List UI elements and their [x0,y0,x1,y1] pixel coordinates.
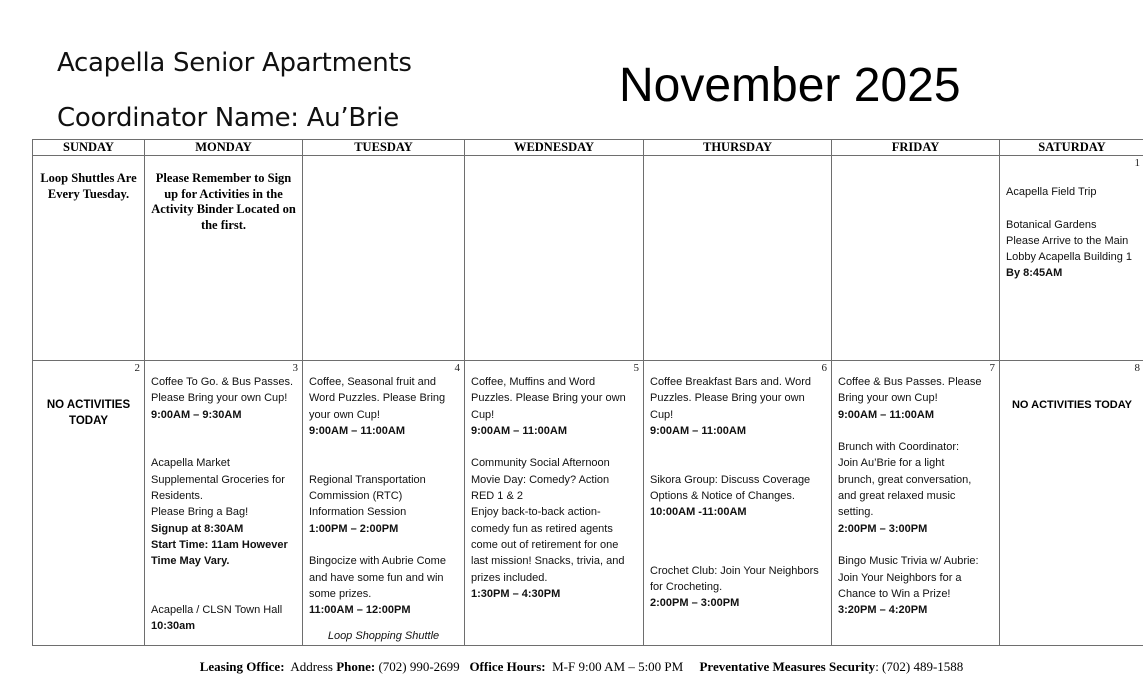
event-detail: for Crocheting. [650,580,723,593]
event-time: 2:00PM – 3:00PM [838,522,928,535]
header-tuesday: TUESDAY [303,140,465,156]
event-time: 11:00AM – 12:00PM [309,604,411,617]
event-detail: Join Au’Brie for a light [838,457,945,470]
event-detail: Movie Day: Comedy? Action [471,473,610,486]
day-cell-1 [1000,156,1143,361]
security-label: Preventative Measures Security [699,659,876,674]
event-time: 9:00AM – 11:00AM [650,424,746,437]
header-monday: MONDAY [145,140,303,156]
header-thursday: THURSDAY [644,140,832,156]
event-location: Botanical Gardens [1006,218,1097,231]
event-title: Coffee, Muffins and Word [471,376,596,388]
week-row-1 [33,156,1143,361]
cell-empty-sunday [33,156,145,361]
event-time: 1:00PM – 2:00PM [309,522,399,535]
no-activities-notice: NO ACTIVITIES TODAY [46,399,131,427]
day-cell-7 [832,361,1000,646]
event-detail: Word Puzzles. Please Bring [309,392,446,405]
event-time: 9:00AM – 11:00AM [471,424,567,437]
security-phone: : (702) 489-1588 [875,659,964,674]
event-detail: and great relaxed music [838,490,956,503]
event-detail: Please Arrive to the Main [1006,234,1129,247]
event-detail: setting. [838,506,874,519]
event-detail: Puzzles. Please Bring your own [650,392,805,405]
header-sunday: SUNDAY [33,140,145,156]
event-detail: Please Bring a Bag! [151,506,249,519]
cell-empty-friday [832,156,1000,361]
week-row-2 [33,361,1143,646]
event-detail: last mission! Snacks, trivia, and [471,555,625,568]
event-detail: Chance to Win a Prize! [838,587,951,600]
shuttle-notice: Loop Shuttles Are Every Tuesday. [40,171,137,201]
coordinator-name: Coordinator Name: Au’Brie [57,103,399,133]
signup-reminder: Please Remember to Sign up for Activities in the Activity Binder Located on the first. [151,171,296,232]
day-cell-3 [145,361,303,646]
event-detail: Options & Notice of Changes. [650,490,795,503]
event-title: Coffee Breakfast Bars and. Word [650,376,812,388]
event-detail: come out of retirement for one [471,538,619,551]
event-detail: prizes included. [471,571,548,584]
event-detail: Residents. [151,490,203,503]
day-number: 6 [821,362,827,374]
weekday-header-row [33,140,1143,156]
day-number: 5 [633,362,639,374]
event-title: Acapella Field Trip [1006,186,1097,198]
event-time: 10:00AM -11:00AM [650,506,747,519]
day-number: 8 [1134,362,1140,374]
event-time: By 8:45AM [1006,267,1063,280]
event-title: Brunch with Coordinator: [838,441,960,454]
event-detail: Commission (RTC) [309,490,403,503]
event-detail: brunch, great conversation, [838,473,972,486]
day-cell-6 [644,361,832,646]
event-detail: Supplemental Groceries for [151,473,285,486]
day-number: 4 [454,362,460,374]
month-title: November 2025 [619,59,961,112]
event-detail: and have some fun and win [309,571,444,584]
event-title: Bingocize with Aubrie Come [309,555,446,568]
event-time: 9:00AM – 11:00AM [309,424,405,437]
event-detail: your own Cup! [309,408,380,421]
event-time: 10:30am [151,620,196,633]
no-activities-notice: NO ACTIVITIES TODAY [1011,399,1132,411]
event-time: Start Time: 11am However [151,538,288,551]
event-title: Acapella / CLSN Town Hall [151,604,283,617]
event-detail: Join Your Neighbors for a [838,571,962,584]
event-time: 2:00PM – 3:00PM [650,597,740,610]
property-name: Acapella Senior Apartments [57,48,412,78]
day-number: 7 [989,362,995,374]
cell-empty-thursday [644,156,832,361]
event-time: 3:20PM – 4:20PM [838,604,928,617]
event-title: Regional Transportation [309,473,426,486]
leasing-phone: (702) 990-2699 [378,659,460,674]
contact-footer [0,659,1143,675]
event-time: 9:00AM – 11:00AM [838,408,934,421]
header-wednesday: WEDNESDAY [465,140,644,156]
event-title: Acapella Market [151,457,230,470]
office-hours-label: Office Hours: [469,659,546,674]
event-detail: Bring your own Cup! [838,392,938,405]
cell-empty-monday [145,156,303,361]
event-detail: RED 1 & 2 [471,490,523,503]
office-hours: M-F 9:00 AM – 5:00 PM [552,659,684,674]
event-time: Time May Vary. [151,555,230,568]
event-time: 9:00AM – 9:30AM [151,408,242,421]
event-time: Signup at 8:30AM [151,522,244,535]
day-number: 3 [292,362,298,374]
event-title: Coffee, Seasonal fruit and [309,376,436,388]
event-title: Sikora Group: Discuss Coverage [650,473,811,486]
event-title: Bingo Music Trivia w/ Aubrie: [838,555,979,568]
address-label: Address [290,659,333,674]
event-title: Coffee To Go. & Bus Passes. [151,376,294,388]
leasing-office-label: Leasing Office: [199,659,285,674]
event-detail: Lobby Acapella Building 1 [1006,251,1132,264]
day-cell-5 [465,361,644,646]
cell-empty-wednesday [465,156,644,361]
event-title: Crochet Club: Join Your Neighbors [650,564,819,577]
header-saturday: SATURDAY [1000,140,1143,156]
day-cell-2 [33,361,145,646]
phone-label: Phone: [336,659,376,674]
event-detail: Cup! [650,408,674,421]
event-time: 1:30PM – 4:30PM [471,587,561,600]
event-detail: Puzzles. Please Bring your own [471,392,626,405]
day-number: 2 [134,362,140,374]
day-cell-8 [1000,361,1143,646]
activity-calendar [32,139,1143,646]
header-friday: FRIDAY [832,140,1000,156]
day-number: 1 [1134,157,1140,169]
shuttle-note: Loop Shopping Shuttle [327,630,440,643]
cell-empty-tuesday [303,156,465,361]
event-title: Coffee & Bus Passes. Please [838,376,982,388]
event-detail: Cup! [471,408,495,421]
event-detail: Enjoy back-to-back action- [471,506,601,519]
event-detail: some prizes. [309,587,372,600]
event-detail: Please Bring your own Cup! [151,392,288,405]
event-detail: Information Session [309,506,407,519]
event-detail: comedy fun as retired agents [471,522,613,535]
event-title: Community Social Afternoon [471,457,610,470]
day-cell-4 [303,361,465,646]
